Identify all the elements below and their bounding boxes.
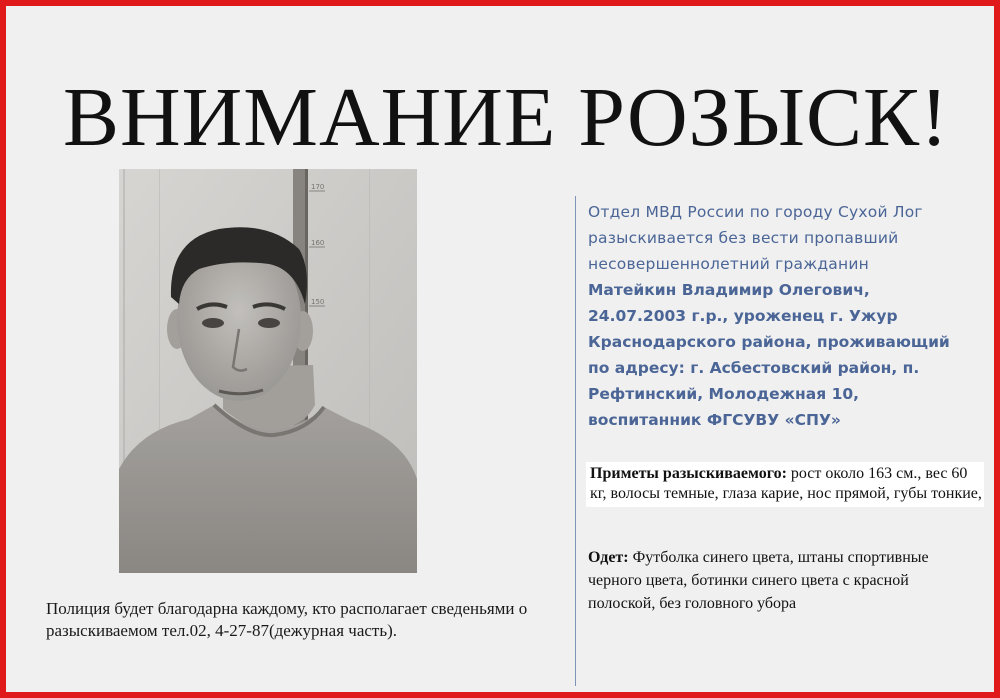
person-region: Краснодарского района, проживающий <box>588 333 950 351</box>
intro-line-1: разыскивается без вести пропавший <box>588 229 899 247</box>
clothing-description <box>588 546 968 615</box>
poster-headline: ВНИМАНИЕ РОЗЫСК! <box>62 71 950 164</box>
person-institution: воспитанник ФГСУВУ «СПУ» <box>588 411 841 429</box>
ruler-mark-160: 160 <box>311 239 325 247</box>
clothing-label: Одет: <box>588 549 629 566</box>
clothing-text: Футболка синего цвета, штаны спортивные черного цвета, ботинки синего цвета с красной полоской, без головного убора <box>588 549 929 612</box>
features-label: Приметы разыскиваемого: <box>590 465 787 482</box>
person-address-1: по адресу: г. Асбестовский район, п. <box>588 359 920 377</box>
person-photo <box>119 169 417 573</box>
ruler-mark-150: 150 <box>311 298 325 306</box>
person-address-2: Рефтинский, Молодежная 10, <box>588 385 860 403</box>
ruler-mark-170: 170 <box>311 183 325 191</box>
person-birth: 24.07.2003 г.р., уроженец г. Ужур <box>588 307 898 325</box>
features-text: рост около 163 см., вес 60 кг, волосы темные, глаза карие, нос прямой, губы тонкие, <box>590 465 982 502</box>
missing-person-info <box>588 199 988 433</box>
agency-name: Отдел МВД России по городу Сухой Лог <box>588 203 923 221</box>
intro-line-2: несовершеннолетний гражданин <box>588 255 869 273</box>
distinguishing-features <box>586 462 984 507</box>
vertical-divider <box>575 196 576 686</box>
police-footer-note: Полиция будет благодарна каждому, кто располагает сведеньями о разыскиваемом тел.02, 4-27-87(дежурная часть). <box>46 599 528 640</box>
person-name: Матейкин Владимир Олегович, <box>588 281 870 299</box>
